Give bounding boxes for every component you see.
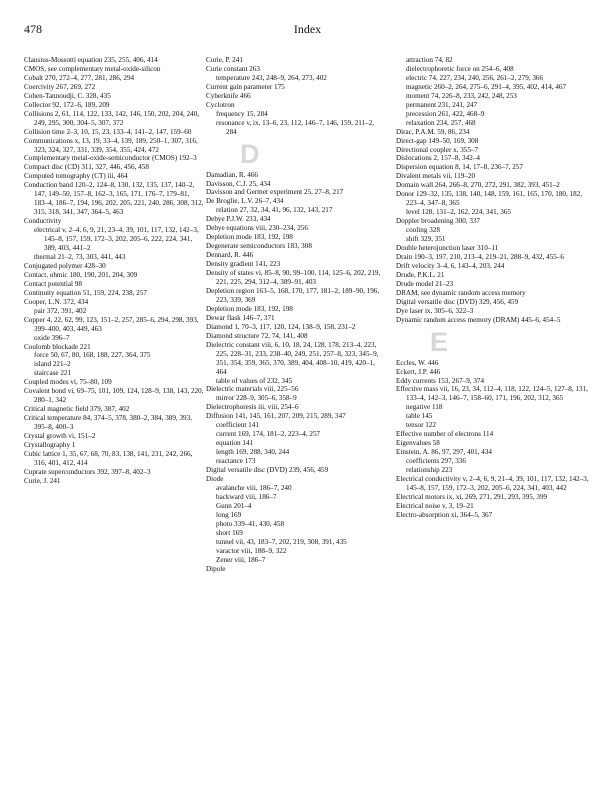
index-subentry: avalanche viii, 186–7, 240 [216,483,292,492]
index-entry: Conjugated polymer 428–30 [24,261,106,270]
index-subentry: equation 141 [216,439,254,448]
index-entry: Contact potential 98 [24,279,82,288]
index-subentry: Zener viii, 186–7 [216,555,266,564]
index-subentry: relaxation 234, 257, 468 [406,118,476,127]
index-entry: Electrical conductivity v, 2–4, 6, 9, 21–4, 39, 101, 117, 132, 142–3, 145–8, 157, 159, 172–3, 202, 205–6, 224, 341, 403, 442 [396,474,589,492]
index-entry: Doppler broadening 300, 337 [396,217,481,226]
index-subentry: current 169, 174, 181–2, 223–4, 257 [216,430,321,439]
index-entry: Eddy currents 153, 267–9, 374 [396,376,485,385]
index-subentry: attraction 74, 82 [406,56,453,64]
index-entry: De Broglie, L.V. 26–7, 434 [206,197,284,206]
index-entry: Coulomb blockade 221 [24,342,91,351]
index-column-2 [206,56,386,573]
index-entry: Debye P.J.W. 233, 434 [206,215,271,224]
index-entry: Drude model 21–23 [396,279,454,288]
index-subentry: coefficient 141 [216,421,259,430]
index-subentry: varactor viii, 188–9, 322 [216,546,287,555]
index-entry: Eigenvalues 58 [396,439,440,448]
index-entry: Cohen-Tannoudji, C. 328, 435 [24,91,111,100]
index-entry: Dynamic random access memory (DRAM) 445–6, 454–5 [396,315,561,324]
index-entry: Critical magnetic field 379, 387, 402 [24,405,130,414]
index-entry: Effective mass vii, 16, 23, 34, 112–4, 118, 122, 124–5, 127–8, 131, 133–4, 142–3, 146–7, 158–60, 171, 196, 202, 312, 365 [396,385,588,403]
index-entry: DRAM, see dynamic random access memory [396,288,526,297]
index-entry: CMOS, see complementary metal-oxide-silicon [24,64,161,73]
index-entry: Electro-absorption xi, 364–5, 367 [396,510,493,519]
index-entry: Crystallography 1 [24,440,76,449]
index-subentry: frequency 15, 284 [216,109,268,118]
index-entry: Dispersion equation 8, 14, 17–8, 236–7, 257 [396,163,523,172]
index-entry: Curie, J. 241 [24,476,61,485]
index-subentry: backward viii, 186–7 [216,492,277,501]
index-subentry: mirror 228–9, 305–6, 358–9 [216,394,297,403]
index-entry: Coercivity 267, 269, 272 [24,82,96,91]
index-entry: Drift velocity 3–4, 6, 143–4, 203, 244 [396,261,505,270]
index-subentry: short 169 [216,528,243,537]
index-subentry: oxide 396–7 [34,333,70,342]
index-entry: Dielectric constant viii, 6, 10, 18, 24, 128, 178, 213–4, 223, 225, 228–31, 233, 238–40, 249, 251, 257–8, 323, 345–9, 351, 354, 359, 365, 370, 389, 404, 408–10, 419, 420–1, 464 [206,340,379,376]
index-entry: Dewar flask 146–7, 371 [206,313,275,322]
index-entry: Effective number of electrons 114 [396,430,494,439]
index-entry: Cuprate superconductors 392, 397–8, 402–3 [24,467,151,476]
index-entry: Cyclotron [206,100,235,109]
index-subentry: electrical v, 2–4, 6, 9, 21, 23–4, 39, 101, 117, 132, 142–3, 145–8, 157, 159, 172–3, 202, 205–6, 222, 224, 341, 389, 403, 441–2 [34,226,199,253]
index-entry: Digital versatile disc (DVD) 329, 456, 459 [396,297,519,306]
index-entry: Cubic lattice 1, 35, 67, 68, 70, 83, 138, 141, 231, 242, 266, 316, 401, 412, 414 [24,449,193,467]
section-letter-glyph: D [240,138,260,169]
index-entry: Drain 190–3, 197, 210, 213–4, 219–21, 288–9, 432, 455–6 [396,252,564,261]
index-entry: Collisions 2, 61, 114, 122, 133, 142, 146, 150, 202, 204, 240, 249, 295, 300, 304–5, 307, 372 [24,109,200,127]
index-subentry: table of values of 232, 345 [216,376,293,385]
index-subentry: dielectrophoretic force on 254–6, 408 [406,64,514,73]
index-subentry: photo 339–41, 430, 458 [216,519,285,528]
index-entry: Cobalt 270, 272–4, 277, 281, 286, 294 [24,73,135,82]
index-entry: Collision time 2–3, 10, 15, 23, 133–4, 141–2, 147, 159–60 [24,127,192,136]
index-subentry: table 145 [406,412,433,421]
index-entry: Diamond 1, 70–3, 117, 120, 124, 138–9, 158, 231–2 [206,322,356,331]
index-entry: Covalent bond vi, 69–75, 101, 109, 124, 128–9, 138, 143, 220, 280–1, 342 [24,387,204,405]
index-entry: Electrical noise v, 3, 19–21 [396,501,474,510]
index-entry: Donor 129–32, 135, 138, 140, 148, 159, 161, 165, 170, 180, 182, 223–4, 347–8, 365 [396,190,583,208]
index-subentry: Gunn 201–4 [216,501,252,510]
index-subentry: force 50, 67, 80, 168, 188, 227, 364, 375 [34,351,151,360]
index-entry: Diamond structure 72, 74, 141, 408 [206,331,308,340]
index-subentry: precession 261, 422, 468–9 [406,109,485,118]
index-subentry: coefficients 297, 336 [406,457,466,466]
index-subentry: pair 372, 391, 402 [34,306,87,315]
index-entry: Electrical motors ix, xi, 269, 271, 291, 293, 395, 399 [396,492,548,501]
index-entry: Davisson, C.J. 25, 434 [206,179,271,188]
index-entry: Eckert, J.P. 446 [396,367,441,376]
index-subentry: long 169 [216,510,242,519]
index-entry: Complementary metal-oxide-semiconductor (CMOS) 192–3 [24,154,197,163]
index-entry: Computed tomography (CT) iii, 464 [24,172,128,181]
section-letter [396,325,592,359]
index-subentry: reactance 173 [216,457,256,466]
index-subentry: temperature 243, 248–9, 264, 273, 402 [216,73,327,82]
running-head [24,22,591,40]
index-column-1 [24,56,204,486]
index-entry: Direct-gap 149–50, 169, 308 [396,136,479,145]
index-subentry: electric 74, 227, 234, 240, 256, 261–2, 279, 366 [406,73,544,82]
index-subentry: resonance v, ix, 13–6, 23, 112, 146–7, 146, 159, 211–2, 284 [216,118,375,136]
index-entry: Conduction band 120–2, 124–8, 130, 132, 135, 137, 140–2, 147, 149–50, 157–8, 162–3, 165, 171, 176–7, 179–81, 183–4, 186–7, 194, 196, 202, 205, 221, 240, 286, 308, 312, 315, 318, 341, 347, 364–5, 463 [24,181,204,217]
index-entry: Communications x, 13, 19, 33–4, 139, 189, 250–1, 307, 316, 323, 324, 327, 331, 339, 354, 355, 424, 472 [24,136,198,154]
index-entry: Dielectric materials viii, 225–56 [206,385,299,394]
index-subentry: tunnel vii, 43, 183–7, 202, 219, 308, 391, 435 [216,537,347,546]
section-letter [206,137,386,171]
index-entry: Cooper, L.N. 372, 434 [24,297,89,306]
index-entry: Critical temperature 84, 374–5, 378, 380–2, 384, 389, 393, 395–8, 400–3 [24,414,192,432]
index-entry: Curie, P. 241 [206,56,243,64]
index-entry: Density gradient 141, 223 [206,260,281,269]
index-entry: Digital versatile disc (DVD) 239, 456, 459 [206,466,329,475]
index-entry: Curie constant 263 [206,64,260,73]
index-entry: Depletion mode 183, 192, 198 [206,304,293,313]
index-entry: Density of states vi, 85–8, 90, 99–100, 114, 125–6, 202, 219, 221, 225, 294, 312–4, 389–91, 403 [206,269,381,287]
index-entry: Dipole [206,564,226,573]
index-entry: Dye laser ix, 305–6, 322–3 [396,306,474,315]
index-entry: Drude, P.K.L. 21 [396,270,445,279]
index-subentry: island 221–2 [34,360,71,369]
index-entry: Clausius-Mossotti equation 235, 255, 406, 414 [24,56,158,64]
index-entry: Continuity equation 51, 159, 224, 238, 257 [24,288,147,297]
page-number: 478 [24,22,42,36]
index-entry: Diffusion 141, 145, 161, 207, 209, 215, 289, 347 [206,412,346,421]
index-subentry: length 169, 288, 340, 244 [216,448,290,457]
index-subentry: cooling 328 [406,226,440,235]
index-subentry: relationship 223 [406,466,453,475]
index-entry: Coupled modes vi, 75–80, 109 [24,378,112,387]
header-title: Index [293,22,322,36]
index-entry: Davisson and Germer experiment 25, 27–8, 217 [206,188,344,197]
index-entry: Copper 4, 22, 62, 99, 123, 151–2, 257, 285–6, 294, 298, 393, 399–400, 403, 449, 463 [24,315,199,333]
index-entry: Collector 92, 172–6, 189, 209 [24,100,110,109]
index-entry: Depletion region 163–5, 168, 170, 177, 181–2, 189–90, 196, 223, 339, 369 [206,286,380,304]
index-column-3 [396,56,592,520]
index-entry: Dielectrophoresis iii, viii, 254–6 [206,403,299,412]
index-entry: Contact, ohmic 180, 190, 201, 204, 309 [24,270,138,279]
index-entry: Cyberknife 466 [206,91,251,100]
index-subentry: level 128, 131–2, 162, 224, 341, 365 [406,208,511,217]
index-subentry: thermal 21–2, 73, 303, 441, 443 [34,252,126,261]
index-entry: Directional coupler x, 355–7 [396,145,479,154]
index-subentry: relation 27, 32, 34, 41, 96, 132, 143, 217 [216,206,333,215]
index-entry: Eccles, W. 446 [396,358,439,367]
index-entry: Damadian, R. 466 [206,170,258,179]
index-entry: Dislocations 2, 157–8, 342–4 [396,154,480,163]
index-entry: Debye equations viii, 230–234, 256 [206,224,308,233]
index-entry: Current gain parameter 175 [206,82,285,91]
index-entry: Depletion mode 183, 192, 198 [206,233,293,242]
index-entry: Conductivity [24,217,62,226]
index-subentry: permanent 231, 241, 247 [406,100,478,109]
index-entry: Divalent metals vii, 119–20 [396,172,476,181]
index-subentry: tensor 122 [406,421,436,430]
index-entry: Double heterojunction laser 310–11 [396,244,499,253]
index-entry: Diode [206,474,224,483]
index-subentry: moment 74, 226–8, 233, 242, 248, 253 [406,91,517,100]
section-letter-glyph: E [430,326,449,357]
index-subentry: magnetic 260–2, 264, 275–6, 291–4, 395, 402, 414, 467 [406,82,567,91]
index-entry: Einstein, A. 86, 97, 297, 401, 434 [396,448,493,457]
index-subentry: negative 118 [406,403,443,412]
index-entry: Domain wall 264, 266–8, 270, 272, 291, 382, 393, 451–2 [396,181,560,190]
index-entry: Dirac, P.A.M. 59, 86, 234 [396,127,470,136]
index-entry: Crystal growth vi, 151–2 [24,432,96,441]
index-subentry: shift 329, 351 [406,235,446,244]
index-subentry: staircase 221 [34,369,72,378]
index-entry: Degenerate semiconductors 183, 308 [206,242,312,251]
index-entry: Compact disc (CD) 311, 327, 446, 456, 458 [24,163,149,172]
index-entry: Dennard, R. 446 [206,251,254,260]
